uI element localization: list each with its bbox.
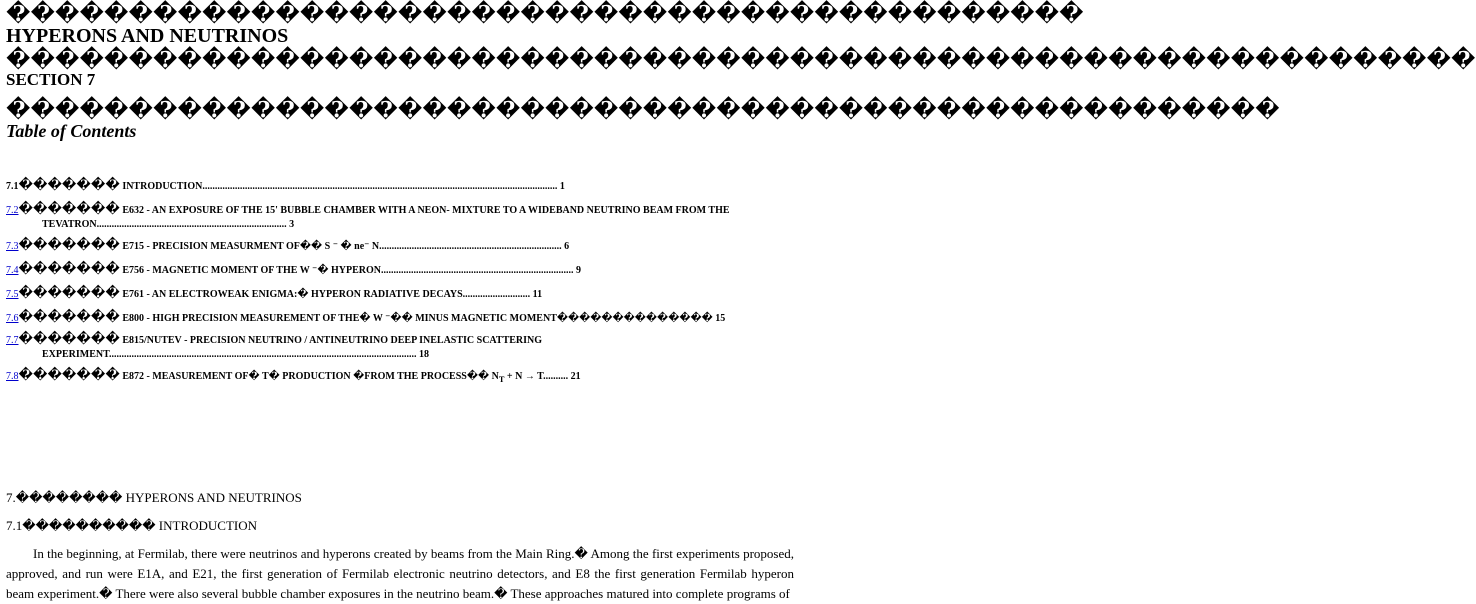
toc-spacer: ������� [18, 285, 120, 300]
document-body [6, 488, 794, 604]
toc-leader: .......... [543, 371, 569, 382]
toc-page: 18 [419, 349, 430, 360]
toc-link-7-8[interactable]: 7.8 [6, 371, 19, 382]
toc-page: 11 [532, 289, 543, 300]
toc-leader: ......................................................................... [379, 241, 562, 252]
toc-link-7-4[interactable]: 7.4 [6, 265, 19, 276]
toc-leader: .............................................................................................................................................. [202, 181, 558, 192]
toc-title: E800 - HIGH PRECISION MEASUREMENT OF THE� W ⁻�� MINUS MAGNETIC MOMENT�������������� [122, 313, 713, 324]
toc-page: 1 [559, 181, 565, 192]
toc-spacer: ������� [18, 261, 120, 276]
toc-title: E632 - AN EXPOSURE OF THE 15' BUBBLE CHAMBER WITH A NEON- MIXTURE TO A WIDEBAND NEUTRINO BEAM FROM THE [122, 205, 730, 216]
toc-spacer: ������� [18, 237, 120, 252]
page-title: HYPERONS AND NEUTRINOS [6, 25, 289, 47]
toc-title: E761 - AN ELECTROWEAK ENIGMA:� HYPERON RADIATIVE DECAYS [122, 289, 463, 300]
toc-heading: Table of Contents [6, 121, 137, 141]
toc-entry[interactable] [6, 178, 766, 194]
toc-title: INTRODUCTION [122, 181, 203, 192]
toc-link-7-2[interactable]: 7.2 [6, 205, 19, 216]
toc-link-7-3[interactable]: 7.3 [6, 241, 19, 252]
toc-spacer: ������� [18, 201, 120, 216]
toc-spacer: ������� [18, 331, 120, 346]
toc-link-7-7[interactable]: 7.7 [6, 335, 19, 346]
section-heading: 7.�������� HYPERONS AND NEUTRINOS [6, 490, 302, 505]
body-paragraph: In the beginning, at Fermilab, there were neutrinos and hyperons created by beams from the Main Ring.� Among the first experiments proposed, approved, and run were E1A, and E21, the first generation of Fermilab electronic neutrino detectors, and E8 the first generation Fermilab hyperon beam experiment.� There were also several bubble chamber exposures in the neutrino beam.� These approaches matured into complete programs of [6, 546, 794, 601]
subsection-heading: 7.1���������� INTRODUCTION [6, 518, 258, 533]
toc-spacer: ������� [18, 177, 120, 192]
table-of-contents [6, 178, 766, 387]
toc-entry [6, 238, 766, 254]
toc-page: 6 [564, 241, 570, 252]
toc-page: 21 [570, 371, 581, 382]
garbled-text-line: ���������������������������������������������������� [6, 97, 1280, 122]
toc-title: E872 - MEASUREMENT OF� T� PRODUCTION �FROM THE PROCESS�� N [122, 371, 499, 382]
toc-title-continued: TEVATRON............................................................................ [42, 219, 287, 230]
toc-title-continued: EXPERIMENT........................................................................................................................... [42, 349, 417, 360]
garbled-text-line: �������������������������������������������� [6, 1, 1084, 26]
toc-entry [6, 286, 766, 302]
toc-spacer: ������� [18, 309, 120, 324]
toc-entry [6, 368, 766, 387]
toc-leader: ............................................................................. [380, 265, 574, 276]
toc-number: 7.1 [6, 181, 19, 192]
toc-entry [6, 332, 766, 362]
toc-title: E815/NUTEV - PRECISION NEUTRINO / ANTINEUTRINO DEEP INELASTIC SCATTERING [122, 335, 543, 346]
toc-subscript: T [498, 375, 505, 384]
toc-page: 15 [715, 313, 726, 324]
toc-entry [6, 310, 766, 326]
toc-leader: ........................... [462, 289, 531, 300]
toc-spacer: ������� [18, 367, 120, 382]
toc-entry [6, 202, 766, 232]
toc-link-7-6[interactable]: 7.6 [6, 313, 19, 324]
toc-page: 9 [575, 265, 581, 276]
toc-entry [6, 262, 766, 278]
document-header [6, 0, 1476, 142]
toc-link-7-5[interactable]: 7.5 [6, 289, 19, 300]
toc-page: 3 [289, 219, 295, 230]
section-label: SECTION 7 [6, 70, 96, 89]
garbled-text-line: ������������������������������������������������������������ [6, 47, 1476, 72]
toc-title-tail: + N → T [504, 371, 544, 382]
toc-title: E756 - MAGNETIC MOMENT OF THE W ⁻� HYPERON [122, 265, 381, 276]
toc-title: E715 - PRECISION MEASURMENT OF�� S ⁻ � ne⁻ N [122, 241, 380, 252]
